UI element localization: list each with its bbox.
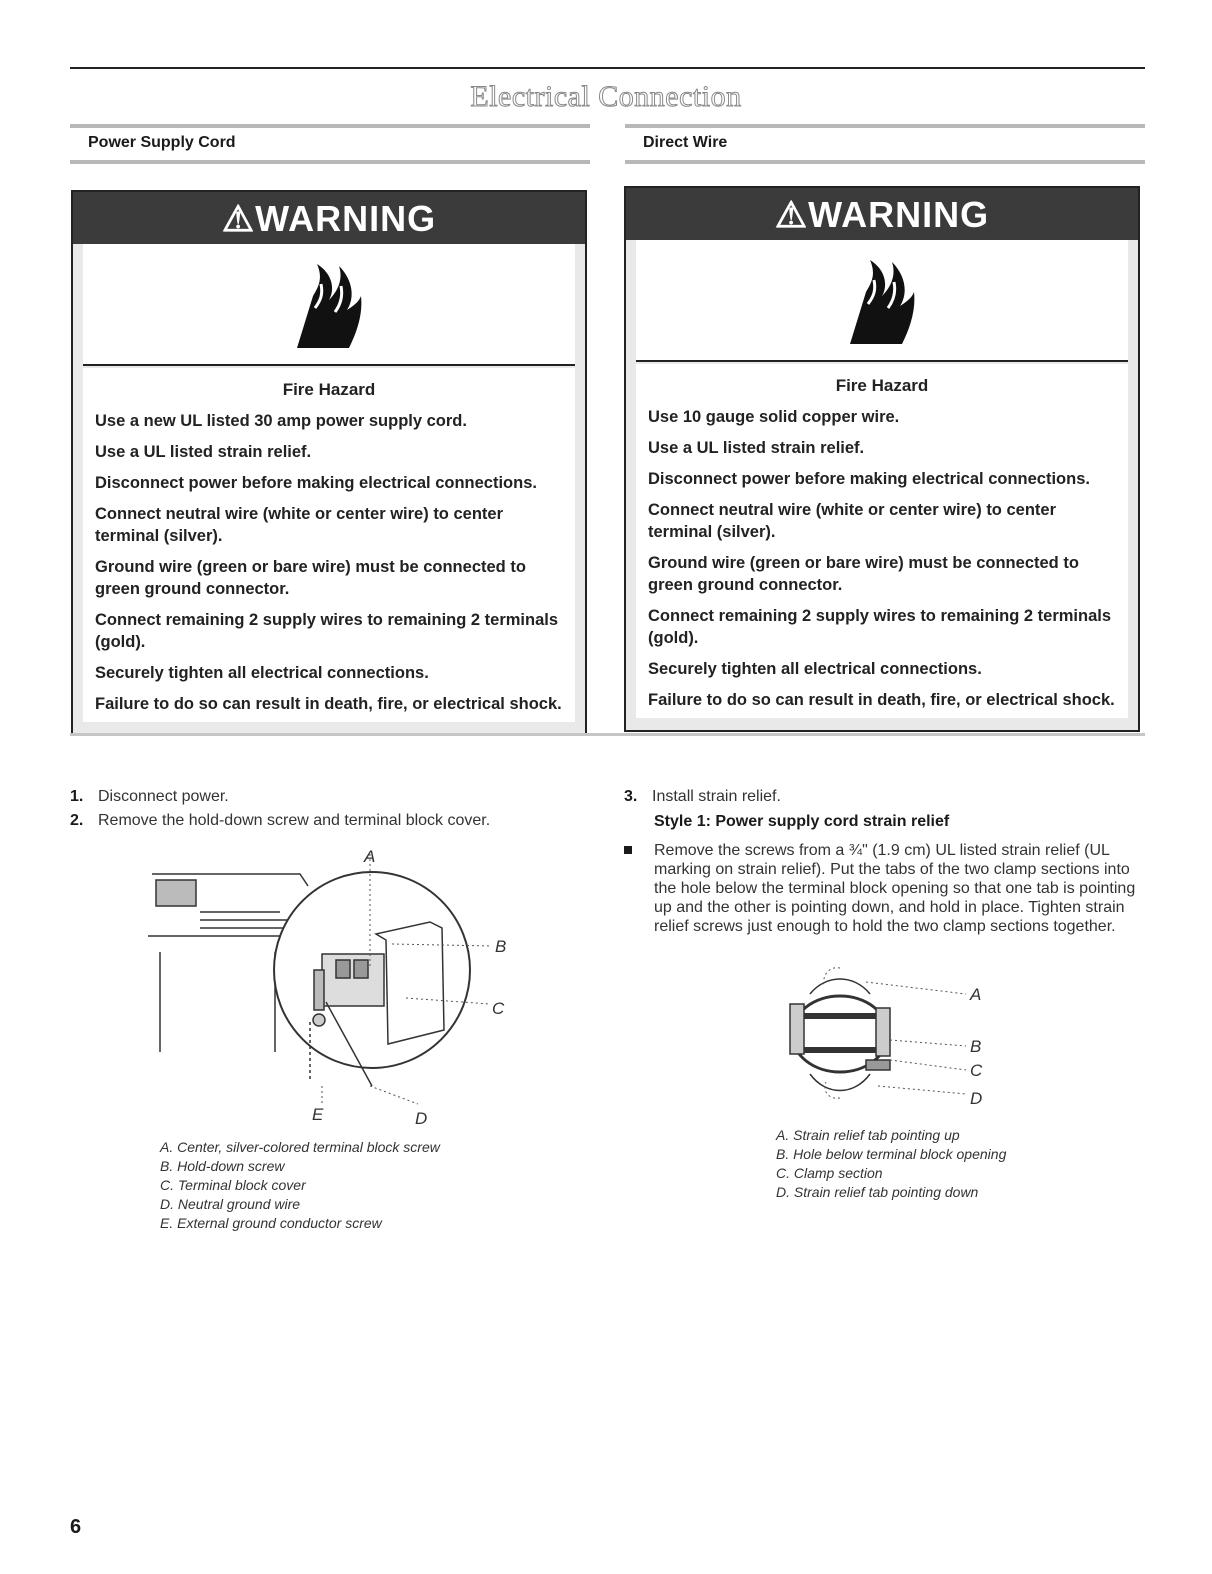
heading-bar [70,160,590,164]
warning-body [83,368,575,722]
warning-body [636,364,1128,718]
section-heading-text: Power Supply Cord [88,134,236,151]
warning-line: Connect remaining 2 supply wires to remaining 2 terminals (gold). [648,607,1112,647]
hazard-title: Fire Hazard [282,380,376,399]
figure-label-c: C [492,999,505,1018]
warning-line: Connect neutral wire (white or center wire) to center terminal (silver). [95,505,503,545]
step-number: 3. [624,788,638,805]
heading-bar [625,124,1145,128]
warning-banner [73,192,585,244]
step-3 [624,788,781,806]
heading-bar [70,124,590,128]
caption-line: D. Neutral ground wire [160,1196,301,1212]
caption-line: C. Terminal block cover [160,1177,306,1193]
terminal-block-figure [140,842,520,1132]
bullet-text: Remove the screws from a ¾" (1.9 cm) UL listed strain relief (UL marking on strain relief). Put the tabs of the two clamp sections into the hole below the terminal block opening so that one tab is pointing up and the other is pointing down, and hold in place. Tighten strain relief screws just enough to hold the two clamp sections together. [654,842,1136,935]
step-1 [70,788,229,806]
caption-line: B. Hole below terminal block opening [776,1146,1007,1162]
caption-line: A. Strain relief tab pointing up [776,1127,960,1143]
step-text: Disconnect power. [98,788,229,805]
figure-label-b: B [970,1037,982,1056]
warning-banner [626,188,1138,240]
step-text: Install strain relief. [652,788,781,805]
bullet-item [654,841,1144,936]
warning-line: Failure to do so can result in death, fire, or electrical shock. [648,691,1115,709]
figure-captions-left [160,1138,440,1233]
warning-line: Use a UL listed strain relief. [648,439,865,457]
fire-pictogram [636,240,1128,362]
warning-banner-text: ⚠WARNING [221,198,437,239]
figure-label-c: C [970,1061,983,1080]
warning-line: Disconnect power before making electrical connections. [648,470,1090,488]
warning-line: Disconnect power before making electrical connections. [95,474,537,492]
figure-label-a: A [970,985,982,1004]
caption-line: A. Center, silver-colored terminal block screw [160,1139,440,1155]
figure-captions-right [776,1126,1006,1202]
warning-line: Use a new UL listed 30 amp power supply cord. [95,412,467,430]
figure-label-d: D [415,1109,428,1128]
step-number: 1. [70,788,84,805]
warning-line: Use 10 gauge solid copper wire. [648,408,900,426]
section-heading-power-supply-cord [70,124,590,164]
warning-line: Failure to do so can result in death, fire, or electrical shock. [95,695,562,713]
hazard-title: Fire Hazard [835,376,929,395]
page-title: Electrical Connection [470,80,742,113]
caption-line: C. Clamp section [776,1165,883,1181]
page-number: 6 [70,1516,82,1538]
heading-bar [625,160,1145,164]
figure-label-a: A [364,847,376,866]
warning-banner-text: ⚠WARNING [774,194,990,235]
warning-line: Ground wire (green or bare wire) must be connected to green ground connector. [95,558,526,598]
warning-line: Securely tighten all electrical connections. [648,660,982,678]
section-heading-direct-wire [625,124,1145,164]
step-number: 2. [70,812,84,829]
warning-line: Use a UL listed strain relief. [95,443,312,461]
top-rule [70,67,1145,69]
step-text: Remove the hold-down screw and terminal block cover. [98,812,491,829]
warning-line: Connect neutral wire (white or center wire) to center terminal (silver). [648,501,1056,541]
fire-icon [846,252,918,348]
figure-label-e: E [312,1105,324,1124]
section-heading-text: Direct Wire [643,134,728,151]
step-2 [70,812,490,830]
figure-label-d: D [970,1089,983,1108]
bullet-marker [624,846,632,854]
warning-box-right [624,186,1140,732]
strain-relief-figure [770,964,1010,1114]
fire-icon [293,256,365,352]
caption-line: B. Hold-down screw [160,1158,285,1174]
caption-line: E. External ground conductor screw [160,1215,382,1231]
warning-line: Ground wire (green or bare wire) must be connected to green ground connector. [648,554,1079,594]
caption-line: D. Strain relief tab pointing down [776,1184,979,1200]
warning-box-left [71,190,587,736]
fire-pictogram [83,244,575,366]
section-separator [70,733,1145,736]
warning-line: Securely tighten all electrical connections. [95,664,429,682]
figure-label-b: B [495,937,507,956]
style1-heading: Style 1: Power supply cord strain relief [654,813,950,830]
warning-line: Connect remaining 2 supply wires to remaining 2 terminals (gold). [95,611,559,651]
